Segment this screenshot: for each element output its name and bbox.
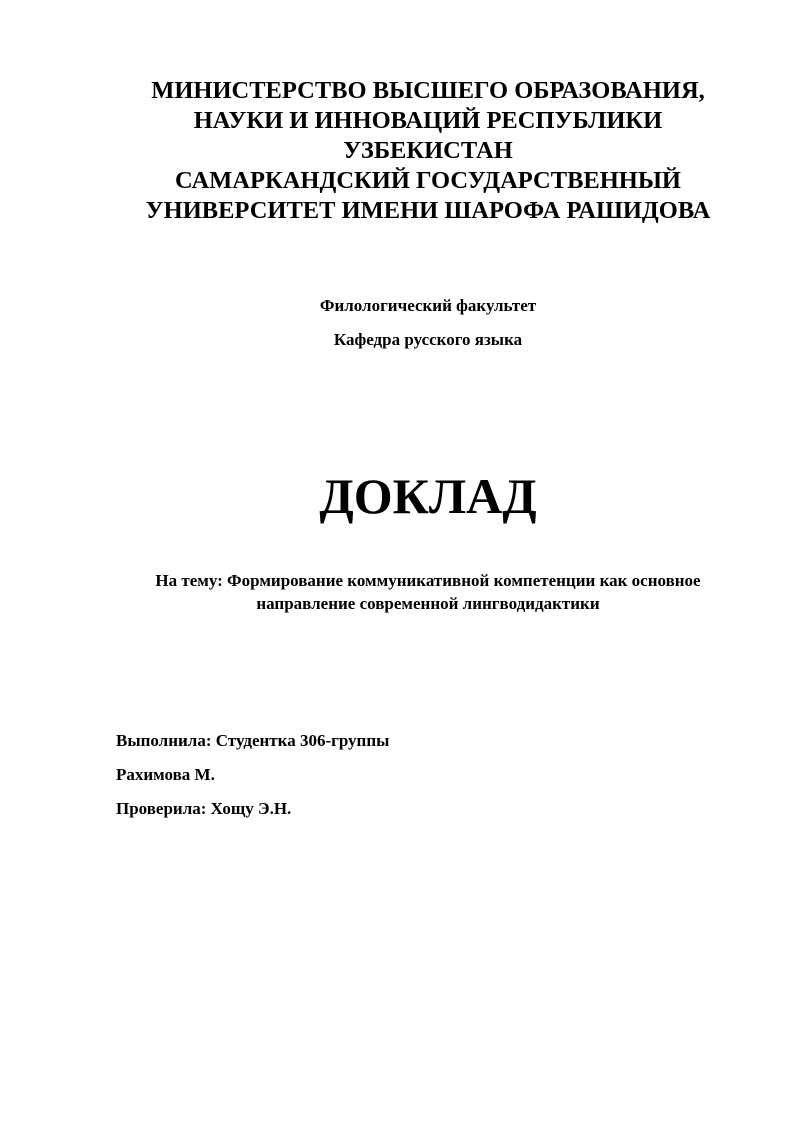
department-name: Кафедра русского языка <box>333 330 523 349</box>
student-name: Рахимова М. <box>116 765 215 784</box>
performed-by: Выполнила: Студентка 306-группы <box>116 731 390 750</box>
faculty-name: Филологический факультет <box>319 296 537 315</box>
checked-by: Проверила: Хощу Э.Н. <box>116 799 292 818</box>
ministry-line: НАУКИ И ИННОВАЦИЙ РЕСПУБЛИКИ <box>193 107 663 134</box>
document-title: ДОКЛАД <box>319 468 537 524</box>
university-line: САМАРКАНДСКИЙ ГОСУДАРСТВЕННЫЙ <box>175 167 681 194</box>
report-topic <box>100 569 756 615</box>
ministry-line: УЗБЕКИСТАН <box>343 137 513 164</box>
university-line: УНИВЕРСИТЕТ ИМЕНИ ШАРОФА РАШИДОВА <box>145 197 711 224</box>
topic-line: направление современной лингводидактики <box>256 594 600 613</box>
ministry-line: МИНИСТЕРСТВО ВЫСШЕГО ОБРАЗОВАНИЯ, <box>151 77 705 104</box>
ministry-header <box>100 76 756 226</box>
topic-line: На тему: Формирование коммуникативной компетенции как основное <box>155 571 701 590</box>
